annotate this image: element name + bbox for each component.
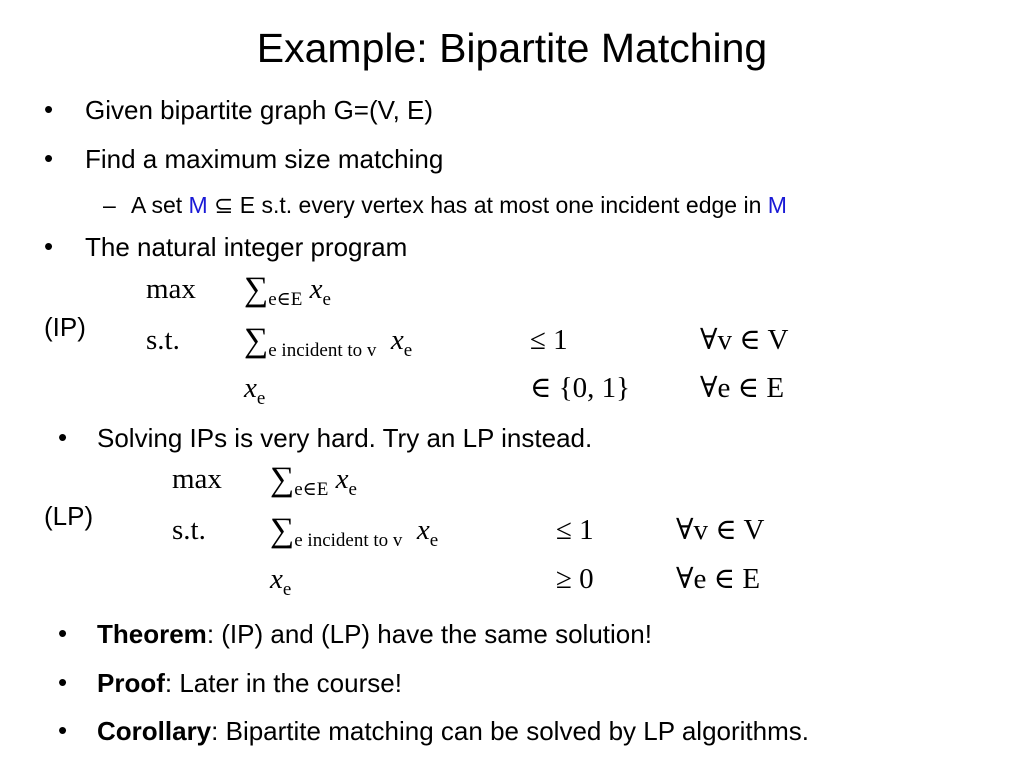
ip-obj-var-sub: e bbox=[322, 289, 331, 310]
bullet-dot: • bbox=[44, 94, 54, 124]
lp-c1-sub: e incident to v bbox=[294, 530, 403, 551]
lp-obj-var-sub: e bbox=[348, 479, 357, 500]
slide-title: Example: Bipartite Matching bbox=[256, 25, 768, 71]
lp-obj-sub: e∈E bbox=[294, 479, 329, 500]
bullet-proof bbox=[97, 667, 402, 699]
proof-text: : Later in the course! bbox=[164, 668, 402, 698]
set-m-symbol-2: M bbox=[767, 192, 787, 218]
lp-st: s.t. bbox=[172, 514, 206, 546]
lp-c2-var-sub: e bbox=[282, 579, 292, 600]
bullet-dot: • bbox=[58, 618, 68, 648]
ip-st: s.t. bbox=[146, 324, 180, 356]
lp-obj-var: x bbox=[335, 463, 349, 495]
lp-c1-forall: ∀v ∈ V bbox=[676, 514, 765, 546]
ip-c2-forall: ∀e ∈ E bbox=[700, 372, 785, 404]
lp-c2-var: x bbox=[270, 563, 283, 595]
bullet-dot: • bbox=[58, 715, 68, 745]
ip-c2-var-sub: e bbox=[256, 388, 266, 409]
lp-c1-var: x bbox=[416, 514, 430, 546]
bullet-corollary bbox=[97, 715, 809, 747]
set-m-symbol: M bbox=[188, 192, 208, 218]
bullet-theorem bbox=[97, 618, 652, 650]
bullet-given-graph: Given bipartite graph G=(V, E) bbox=[85, 95, 434, 125]
bullet-natural-ip: The natural integer program bbox=[85, 232, 408, 262]
lp-objective bbox=[270, 461, 357, 500]
lp-c1-relation: ≤ 1 bbox=[556, 514, 594, 546]
sum-symbol: ∑ bbox=[244, 322, 269, 359]
ip-constraint-2 bbox=[244, 371, 266, 409]
ip-objective bbox=[244, 271, 331, 310]
theorem-text: : (IP) and (LP) have the same solution! bbox=[206, 619, 652, 649]
ip-c1-forall: ∀v ∈ V bbox=[700, 324, 789, 356]
ip-c2-relation: ∈ {0, 1} bbox=[530, 372, 631, 404]
lp-c2-relation: ≥ 0 bbox=[556, 563, 594, 595]
bullet-find-matching: Find a maximum size matching bbox=[85, 144, 444, 174]
lp-c2-forall: ∀e ∈ E bbox=[676, 563, 761, 595]
ip-label: (IP) bbox=[44, 312, 86, 342]
sub-bullet-dash: – bbox=[103, 192, 116, 218]
lp-c1-var-sub: e bbox=[429, 530, 439, 551]
ip-c1-relation: ≤ 1 bbox=[530, 324, 568, 356]
bullet-dot: • bbox=[44, 231, 54, 261]
ip-c1-var: x bbox=[390, 324, 404, 356]
ip-c1-var-sub: e bbox=[403, 340, 413, 361]
sub-bullet-text-1: A set bbox=[131, 192, 189, 218]
sub-bullet-text-2: ⊆ E s.t. every vertex has at most one incident edge in bbox=[207, 192, 768, 218]
sub-bullet-matching-definition bbox=[131, 191, 787, 219]
corollary-text: : Bipartite matching can be solved by LP algorithms. bbox=[211, 716, 809, 746]
corollary-label: Corollary bbox=[97, 716, 212, 746]
ip-constraint-1 bbox=[244, 322, 413, 361]
sum-symbol: ∑ bbox=[270, 461, 295, 498]
ip-obj-var: x bbox=[309, 273, 323, 305]
lp-constraint-1 bbox=[270, 512, 439, 551]
ip-max: max bbox=[146, 273, 196, 305]
bullet-dot: • bbox=[44, 143, 54, 173]
bullet-dot: • bbox=[58, 667, 68, 697]
lp-constraint-2 bbox=[270, 562, 292, 600]
theorem-label: Theorem bbox=[97, 619, 207, 649]
proof-label: Proof bbox=[97, 668, 165, 698]
ip-c1-sub: e incident to v bbox=[268, 340, 377, 361]
lp-max: max bbox=[172, 463, 222, 495]
bullet-solving-ips: Solving IPs is very hard. Try an LP instead. bbox=[97, 423, 593, 453]
lp-label: (LP) bbox=[44, 501, 94, 531]
bullet-dot: • bbox=[58, 422, 68, 452]
ip-obj-sub: e∈E bbox=[268, 289, 303, 310]
sum-symbol: ∑ bbox=[244, 271, 269, 308]
sum-symbol: ∑ bbox=[270, 512, 295, 549]
ip-c2-var: x bbox=[244, 372, 257, 404]
